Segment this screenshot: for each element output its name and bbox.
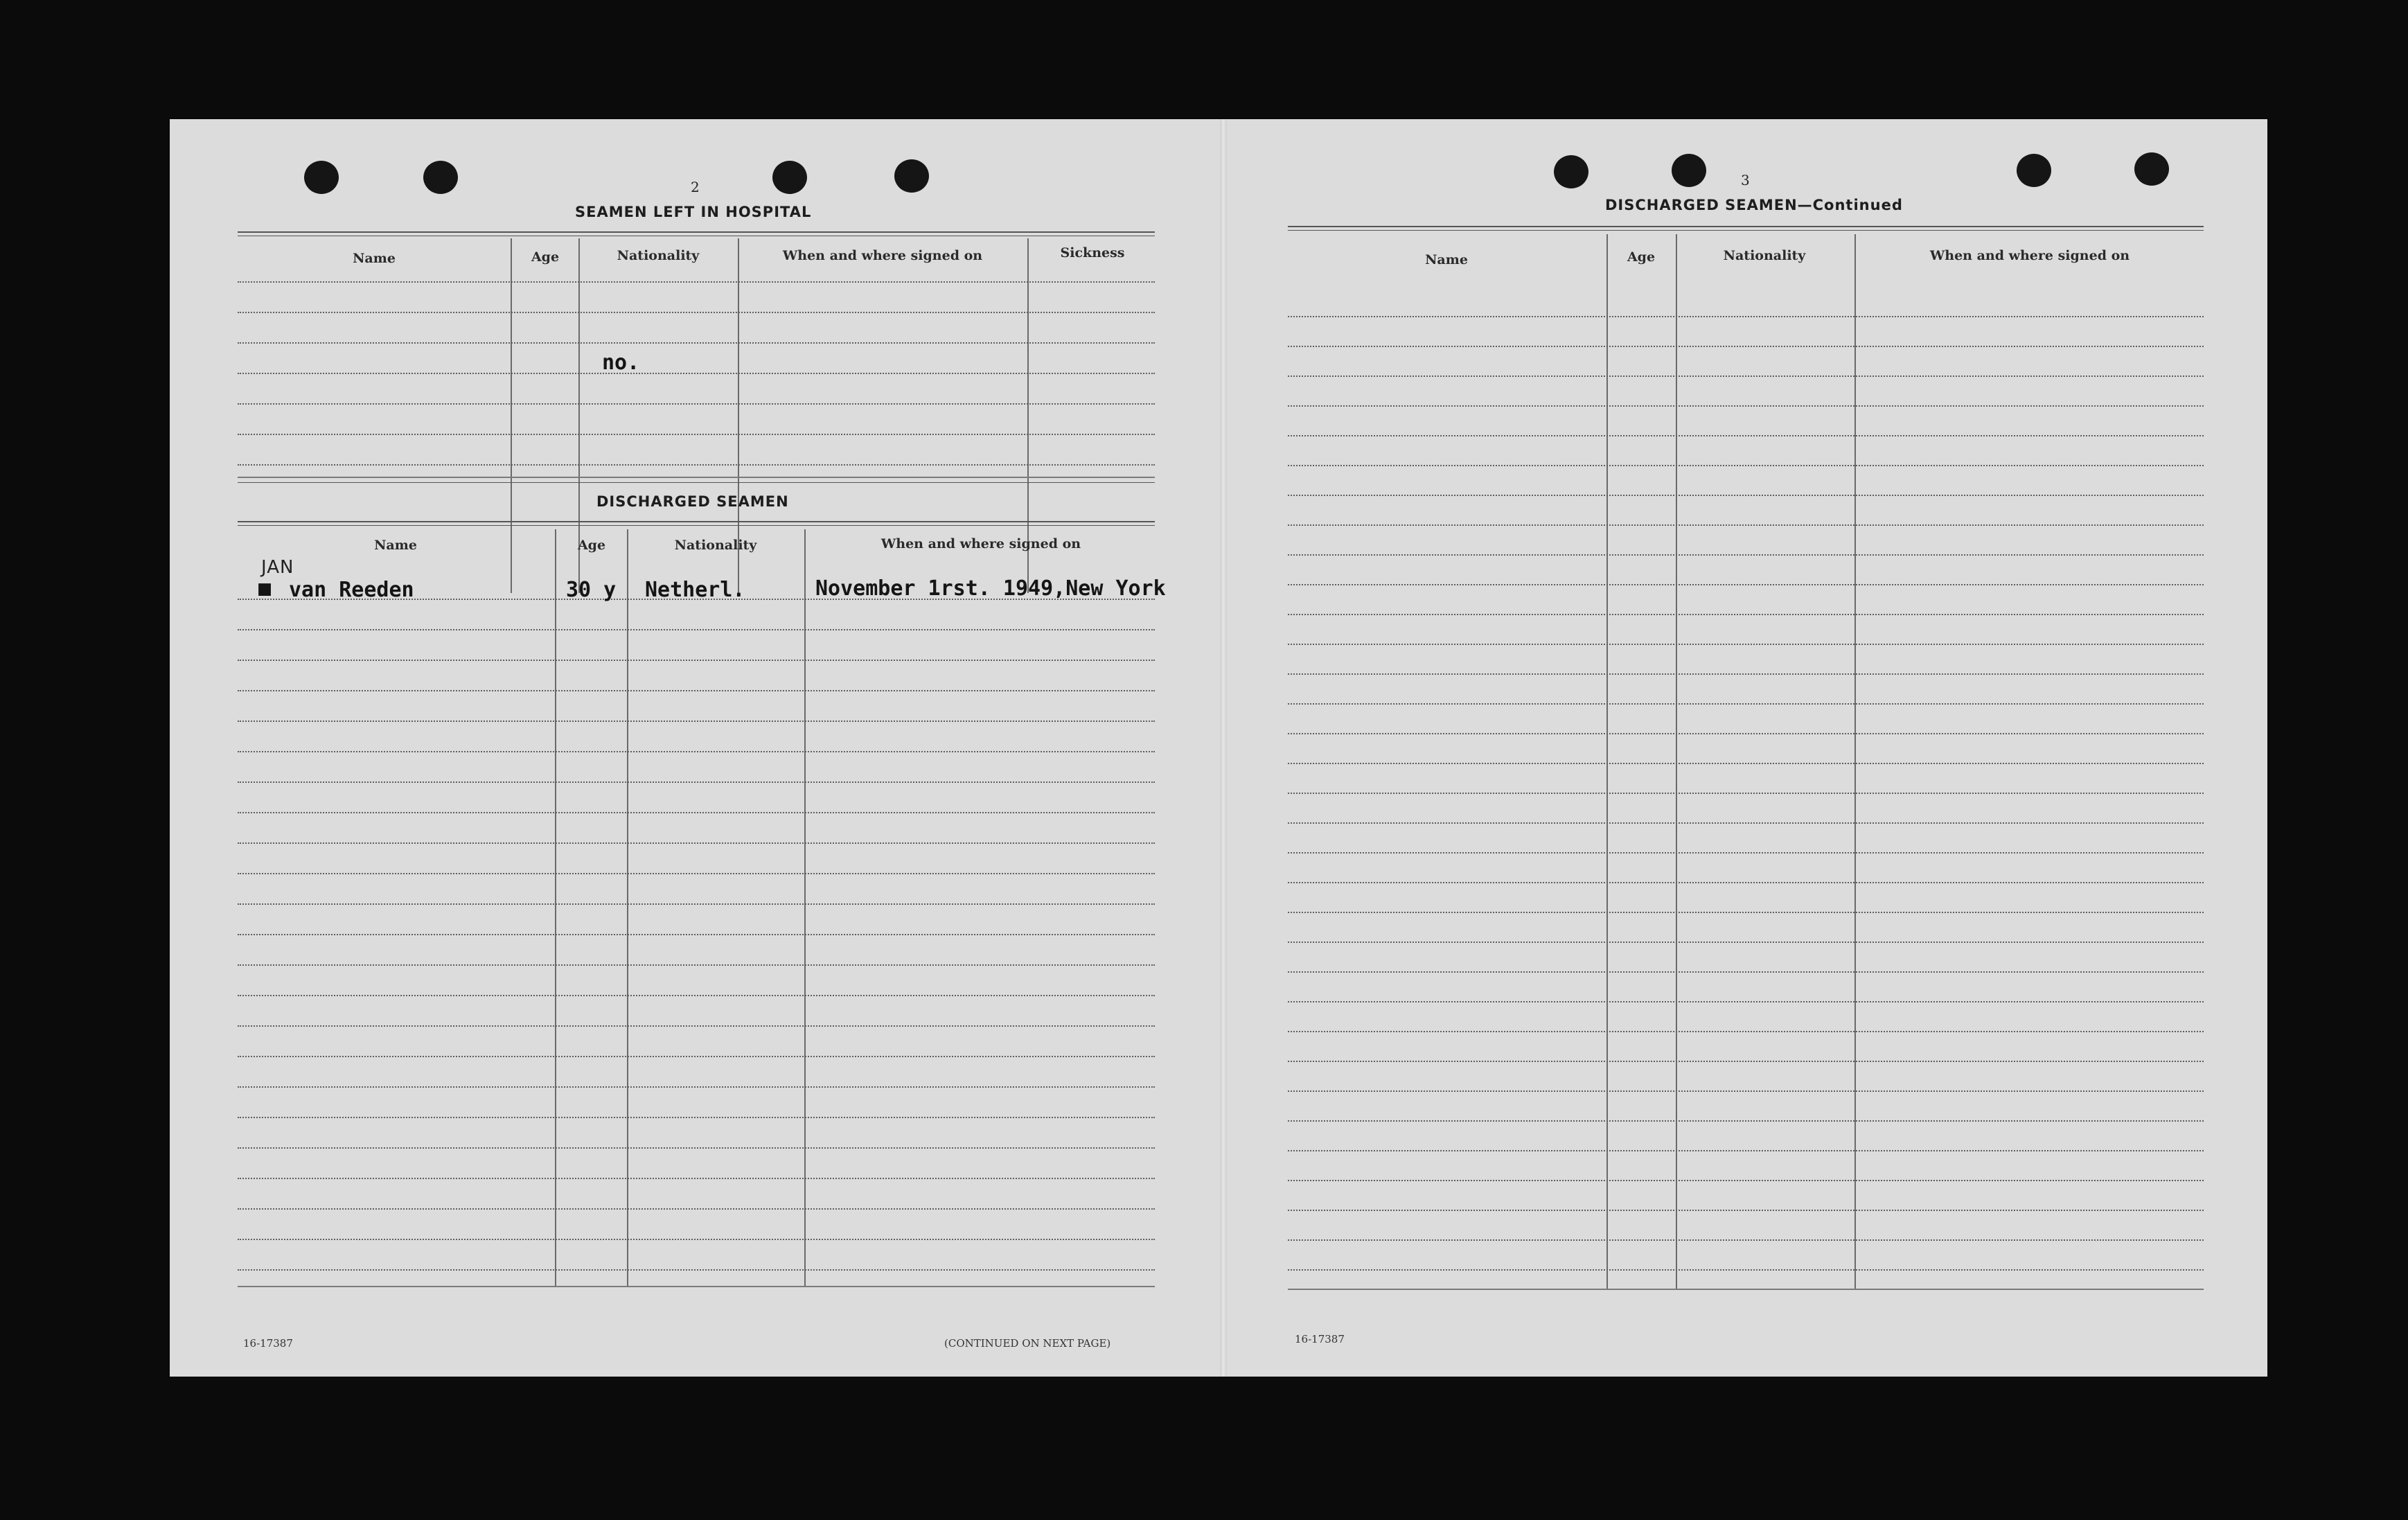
table-bottom-rule	[238, 477, 1155, 478]
column-header-age: Age	[1627, 249, 1656, 265]
table-row-line	[238, 903, 1155, 905]
table-row-line	[1288, 524, 2204, 526]
rule	[1288, 230, 2204, 231]
table-row-line	[238, 403, 1155, 405]
column-header-signed-on: When and where signed on	[880, 536, 1081, 551]
table-row-line	[238, 721, 1155, 722]
table-row-line	[238, 281, 1155, 283]
column-header-name: Name	[353, 251, 396, 266]
table-row-line	[1288, 316, 2204, 317]
section-title-discharged-continued: DISCHARGED SEAMEN—Continued	[1605, 197, 1903, 213]
table-row-line	[238, 812, 1155, 813]
table-row-line	[238, 995, 1155, 996]
table-row-line	[1288, 1269, 2204, 1271]
table-row-line	[1288, 793, 2204, 794]
table-row-line	[238, 1117, 1155, 1118]
discharged-age: 30 y	[566, 578, 617, 602]
page-number: 2	[691, 179, 700, 195]
column-header-age: Age	[577, 538, 606, 553]
column-divider	[1606, 234, 1608, 1289]
punch-hole	[423, 161, 458, 194]
table-row-line	[238, 434, 1155, 435]
section-title-hospital: SEAMEN LEFT IN HOSPITAL	[575, 204, 812, 220]
continued-note: (CONTINUED ON NEXT PAGE)	[944, 1337, 1111, 1350]
punch-hole	[2134, 152, 2169, 186]
table-row-line	[1288, 852, 2204, 854]
table-row-line	[1288, 733, 2204, 734]
table-row-line	[238, 842, 1155, 844]
column-header-age: Age	[531, 249, 560, 265]
column-divider	[804, 529, 806, 1286]
column-header-name: Name	[1425, 252, 1468, 267]
table-row-line	[1288, 495, 2204, 496]
section-title-discharged: DISCHARGED SEAMEN	[596, 493, 789, 510]
table-row-line	[1288, 1239, 2204, 1241]
column-divider	[1854, 234, 1856, 1289]
column-header-signed-on: When and where signed on	[1929, 248, 2130, 263]
rule	[238, 525, 1155, 526]
table-row-line	[238, 660, 1155, 661]
table-row-line	[1288, 614, 2204, 615]
column-divider	[627, 529, 628, 1286]
rule	[238, 521, 1155, 522]
hospital-nationality-entry: no.	[602, 351, 640, 375]
punch-hole	[2017, 154, 2051, 187]
discharged-signed-on: November 1rst. 1949,New York	[815, 576, 1166, 601]
column-header-nationality: Nationality	[674, 538, 757, 553]
table-row-line	[1288, 375, 2204, 377]
handwritten-first-name: JAN	[261, 557, 294, 578]
column-header-sickness: Sickness	[1060, 245, 1125, 260]
column-header-name: Name	[374, 538, 417, 553]
table-bottom-rule	[1288, 1289, 2204, 1290]
table-row-line	[238, 464, 1155, 466]
form-number: 16-17387	[1295, 1333, 1345, 1345]
table-row-line	[238, 781, 1155, 783]
column-header-signed-on: When and where signed on	[782, 248, 983, 263]
table-row-line	[1288, 1090, 2204, 1092]
table-row-line	[238, 934, 1155, 935]
table-row-line	[1288, 912, 2204, 913]
table-row-line	[238, 751, 1155, 752]
table-row-line	[1288, 405, 2204, 407]
table-row-line	[1288, 1031, 2204, 1032]
punch-hole	[304, 161, 339, 194]
rule	[1288, 226, 2204, 227]
table-row-line	[238, 629, 1155, 630]
table-row-line	[1288, 703, 2204, 705]
table-row-line	[238, 1025, 1155, 1027]
page-fold	[1220, 119, 1227, 1377]
page-number: 3	[1741, 172, 1750, 188]
table-row-line	[1288, 971, 2204, 973]
column-divider	[555, 529, 556, 1286]
table-row-line	[238, 964, 1155, 966]
table-row-line	[238, 1208, 1155, 1210]
form-number: 16-17387	[243, 1337, 293, 1350]
table-row-line	[1288, 1061, 2204, 1062]
table-row-line	[1288, 942, 2204, 943]
table-row-line	[1288, 673, 2204, 675]
table-row-line	[238, 1086, 1155, 1088]
column-header-nationality: Nationality	[1723, 248, 1806, 263]
table-bottom-rule	[238, 1286, 1155, 1287]
punch-hole	[772, 161, 807, 194]
table-row-line	[238, 690, 1155, 691]
table-row-line	[1288, 554, 2204, 556]
table-row-line	[238, 373, 1155, 374]
table-row-line	[1288, 584, 2204, 585]
table-row-line	[1288, 1001, 2204, 1002]
table-row-line	[1288, 435, 2204, 436]
table-row-line	[1288, 465, 2204, 466]
table-row-line	[238, 312, 1155, 313]
table-row-line	[238, 1269, 1155, 1271]
rule	[238, 482, 1155, 483]
table-row-line	[1288, 1210, 2204, 1211]
table-row-line	[238, 342, 1155, 344]
punch-hole	[894, 159, 929, 193]
table-row-line	[238, 1239, 1155, 1240]
column-divider	[1676, 234, 1677, 1289]
table-row-line	[238, 1178, 1155, 1179]
table-row-line	[238, 1056, 1155, 1057]
table-row-line	[1288, 1120, 2204, 1122]
punch-hole	[1554, 155, 1588, 188]
table-row-line	[1288, 822, 2204, 824]
table-row-line	[238, 873, 1155, 874]
table-row-line	[1288, 1150, 2204, 1151]
table-row-line	[1288, 346, 2204, 347]
name-strikeout: ■	[258, 576, 272, 601]
rule	[238, 231, 1155, 233]
column-header-nationality: Nationality	[617, 248, 700, 263]
table-row-line	[1288, 763, 2204, 764]
table-row-line	[1288, 1180, 2204, 1181]
table-row-line	[1288, 644, 2204, 645]
discharged-name: van Reeden	[289, 578, 414, 602]
register-sheet	[170, 119, 2267, 1377]
table-row-line	[238, 1147, 1155, 1149]
punch-hole	[1672, 154, 1706, 187]
table-row-line	[1288, 882, 2204, 883]
discharged-nationality: Netherl.	[645, 578, 745, 602]
